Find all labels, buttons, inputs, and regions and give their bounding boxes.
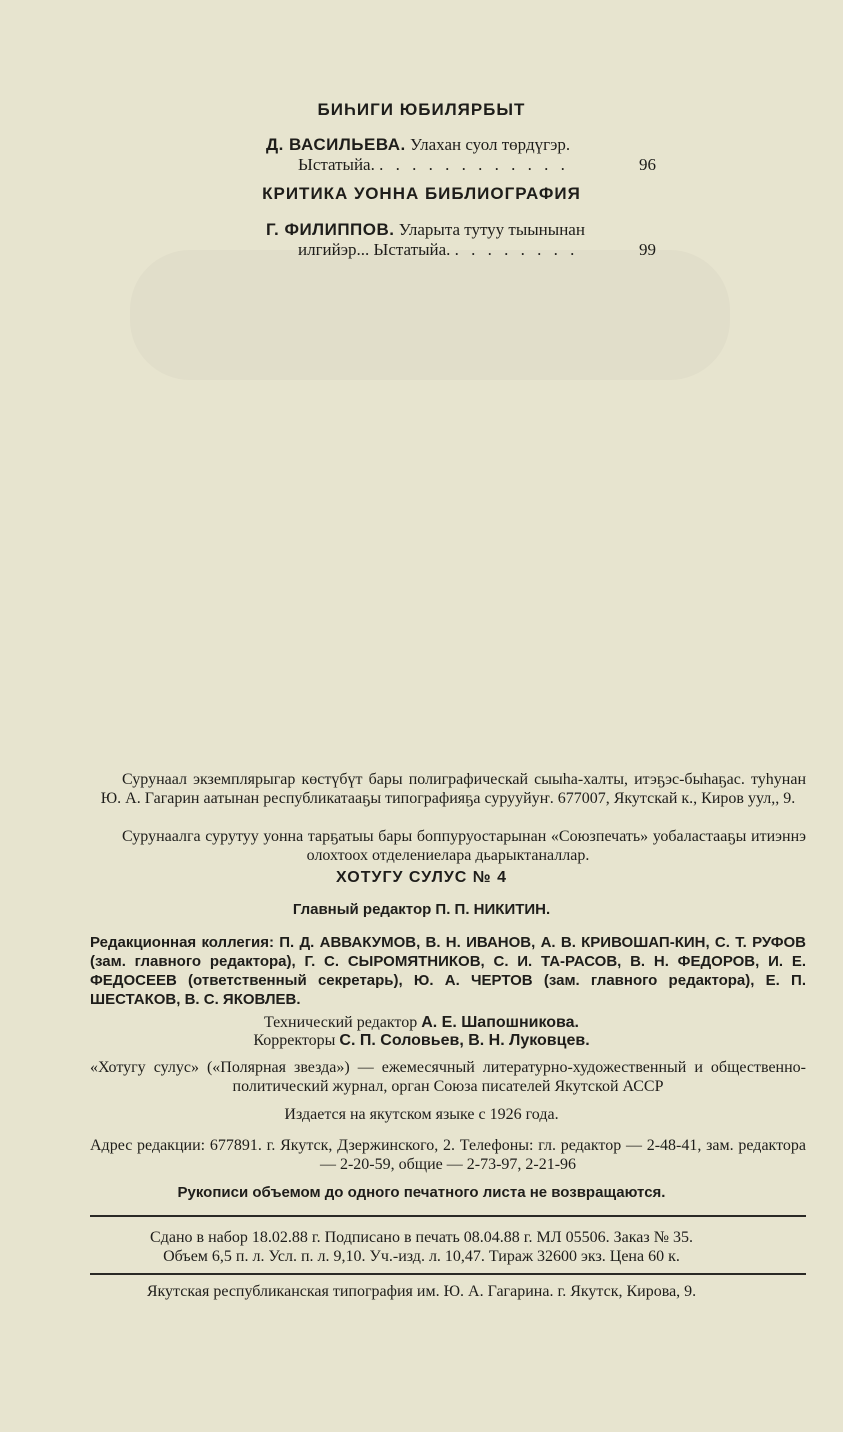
toc-section-heading-critique: КРИТИКА УОННА БИБЛИОГРАФИЯ — [262, 184, 581, 203]
correctors-label: Корректоры — [253, 1032, 336, 1049]
subscription-note: Сурунаалга сурутуу уонна тарҕатыы бары боппуруостарынан «Союзпечать» уобаластааҕы итиэннэ олохтоох отделениелара дьарыктаналлар. — [122, 828, 806, 864]
published-since: Издается на якутском языке с 1926 года. — [284, 1106, 559, 1123]
toc-entry-title-cont: илгийэр... — [298, 240, 370, 259]
toc-entry-type: Ыстатыйа. — [373, 240, 451, 259]
toc-entry-line2 — [266, 155, 656, 175]
toc-entry-title: Улахан суол төрдүгэр. — [410, 135, 571, 154]
journal-title: ХОТУГУ СУЛУС № 4 — [336, 869, 507, 886]
correctors-names: С. П. Соловьев, В. Н. Луковцев. — [339, 1032, 590, 1049]
editorial-address: Адрес редакции: 677891. г. Якутск, Дзержинского, 2. Телефоны: гл. редактор — 2-48-41, зам. редактора — 2-20-59, общие — 2-73-97, 2-21-96 — [90, 1137, 806, 1173]
toc-entry-vasilieva[interactable] — [266, 135, 656, 175]
toc-entry-dots: . . . . . . . . — [454, 240, 579, 259]
tech-editor-line — [0, 1013, 843, 1032]
toc-entry-title: Уларыта тутуу тыынынан — [398, 220, 585, 239]
divider-bottom — [90, 1273, 806, 1275]
toc-entry-author: Г. ФИЛИППОВ. — [266, 220, 395, 239]
toc-entry-page: 99 — [639, 240, 656, 259]
toc-entry-dots: . . . . . . . . . . . . — [379, 155, 569, 174]
show-through-decoration — [130, 250, 730, 380]
journal-description: «Хотугу сулус» («Полярная звезда») — ежемесячный литературно-художественный и общественно-политический журнал, орган Союза писателей Якутской АССР — [90, 1059, 806, 1095]
divider-top — [90, 1215, 806, 1217]
toc-entry-line2 — [266, 240, 656, 260]
chief-editor: Главный редактор П. П. НИКИТИН. — [292, 901, 551, 918]
toc-entry-author: Д. ВАСИЛЬЕВА. — [266, 135, 406, 154]
toc-entry-type: Ыстатыйа. — [298, 155, 375, 174]
correctors-line — [0, 1031, 843, 1050]
toc-entry-page: 96 — [639, 155, 656, 174]
printing-errors-note: Сурунаал экземплярыгар көстүбүт бары полиграфическай сыыһа-халты, итэҕэс-быһаҕас. туһунан Ю. А. Гагарин аатынан республикатааҕы типографияҕа сурууйуҥ. 677007, Якутскай к., Киров уул,, 9. — [100, 771, 806, 807]
toc-section-heading-jubilee: БИҺИГИ ЮБИЛЯРБЫТ — [317, 100, 526, 119]
print-details-line-2: Объем 6,5 п. л. Усл. п. л. 9,10. Уч.-изд. л. 10,47. Тираж 32600 экз. Цена 60 к. — [163, 1248, 680, 1265]
print-details-line-1: Сдано в набор 18.02.88 г. Подписано в печать 08.04.88 г. МЛ 05506. Заказ № 35. — [150, 1229, 693, 1246]
manuscripts-note: Рукописи объемом до одного печатного листа не возвращаются. — [177, 1184, 666, 1201]
tech-editor-label: Технический редактор — [264, 1014, 418, 1031]
toc-entry-filippov[interactable] — [266, 220, 656, 260]
printer-info: Якутская республиканская типография им. Ю. А. Гагарина. г. Якутск, Кирова, 9. — [146, 1283, 697, 1300]
editorial-board: Редакционная коллегия: П. Д. АВВАКУМОВ, В. Н. ИВАНОВ, А. В. КРИВОШАП-КИН, С. Т. РУФОВ (зам. главного редактора), Г. С. СЫРОМЯТНИКОВ, С. И. ТА-РАСОВ, В. Н. ФЕДОРОВ, И. Е. ФЕДОСЕЕВ (ответственный секретарь), Ю. А. ЧЕРТОВ (зам. главного редактора), Е. П. ШЕСТАКОВ, В. С. ЯКОВЛЕВ. — [90, 934, 806, 1008]
tech-editor-name: А. Е. Шапошникова. — [421, 1014, 579, 1031]
